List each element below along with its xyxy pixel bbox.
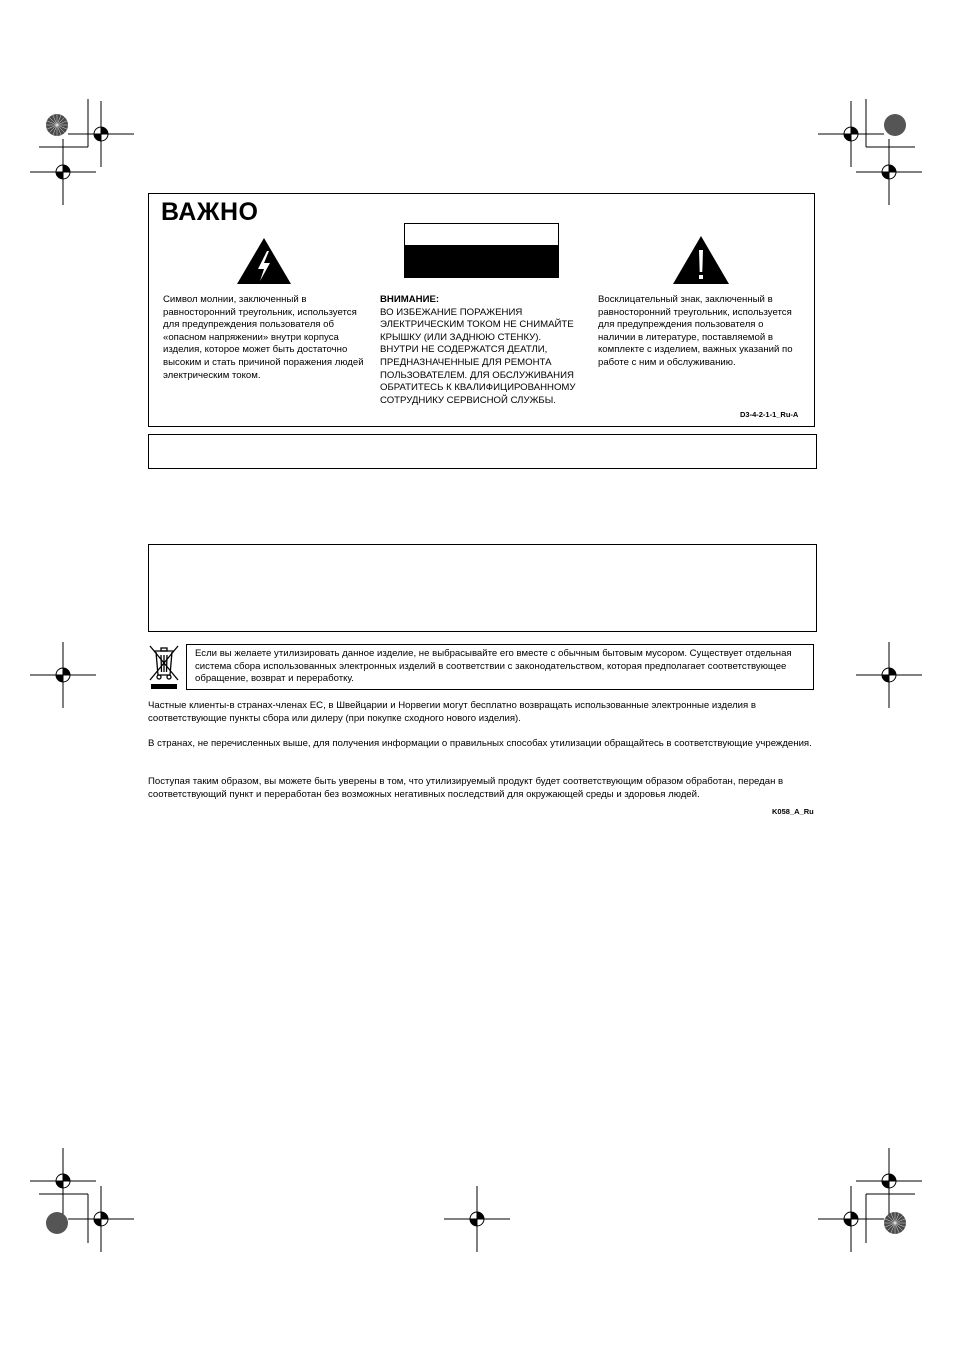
caution-body: ВО ИЗБЕЖАНИЕ ПОРАЖЕНИЯ ЭЛЕКТРИЧЕСКИМ ТОКОМ НЕ СНИМАЙТЕ КРЫШКУ (ИЛИ ЗАДНЮЮ СТЕНКУ). ВНУТРИ НЕ СОДЕРЖАТСЯ ДЕАТЛИ, ПРЕДНАЗНАЧЕННЫЕ ДЛЯ РЕМОНТА ПОЛЬЗОВАТЕЛЕМ. ДЛЯ ОБСЛУЖИВАНИЯ ОБРАТИТЕСЬ К КВАЛИФИЦИРОВАННОМУ СОТРУДНИКУ СЕРВИСНОЙ СЛУЖБЫ. bbox=[380, 306, 576, 406]
weee-doc-code: K058_A_Ru bbox=[772, 807, 814, 816]
registration-mark-bottom-center bbox=[444, 1186, 510, 1252]
exclamation-warning-icon bbox=[672, 235, 730, 285]
caution-label-bar bbox=[405, 245, 558, 277]
crop-mark-top-right bbox=[818, 99, 922, 205]
crop-mark-top-left bbox=[30, 99, 134, 205]
crossed-out-bin-icon bbox=[147, 643, 181, 691]
empty-notice-box-1 bbox=[148, 434, 817, 469]
caution-label bbox=[404, 223, 559, 278]
registration-mark-left bbox=[30, 642, 96, 708]
caution-text bbox=[380, 294, 576, 407]
important-doc-code: D3-4-2-1-1_Ru-A bbox=[740, 410, 799, 419]
weee-paragraph-other-countries: В странах, не перечисленных выше, для получения информации о правильных способах утилизации обращайтесь в соответствующие учреждения. bbox=[148, 738, 812, 749]
crop-mark-bottom-right bbox=[818, 1148, 922, 1252]
weee-paragraph-assurance: Поступая таким образом, вы можете быть уверены в том, что утилизируемый продукт будет соответствующим образом обработан, передан в соответствующий пункт и переработан без возможных негативных последствий для окружающей среды и здоровья людей. bbox=[148, 776, 784, 800]
lightning-symbol-description: Символ молнии, заключенный в равносторонний треугольник, используется для предупреждения пользователя об «опасном напряжении» внутри корпуса изделия, которое может быть достаточно высоким и стать причиной поражения людей электрическим током. bbox=[163, 294, 364, 381]
important-title: ВАЖНО bbox=[161, 198, 259, 226]
weee-paragraph-private-customers: Частные клиенты-в странах-членах ЕС, в Швейцарии и Норвегии могут бесплатно возвращать использованные электронные изделия в соответствующие пункты сбора или дилеру (при покупке сходного нового изделия). bbox=[148, 700, 756, 724]
weee-disposal-box: Если вы желаете утилизировать данное изделие, не выбрасывайте его вместе с обычным бытовым мусором. Существует отдельная система сбора использованных электронных изделий в соответствии с законодательством, которая предполагает соответствующее обращение, возврат и переработку. bbox=[186, 644, 814, 690]
crop-mark-bottom-left bbox=[30, 1148, 134, 1252]
lightning-warning-icon bbox=[236, 237, 292, 285]
empty-notice-box-2 bbox=[148, 544, 817, 632]
exclamation-symbol-description: Восклицательный знак, заключенный в равносторонний треугольник, используется для предупреждения пользователя о наличии в литературе, поставляемой в комплекте с изделием, важных указаний по работе с ним и обслуживанию. bbox=[598, 294, 793, 368]
caution-heading: ВНИМАНИЕ: bbox=[380, 294, 440, 305]
registration-mark-right bbox=[856, 642, 922, 708]
